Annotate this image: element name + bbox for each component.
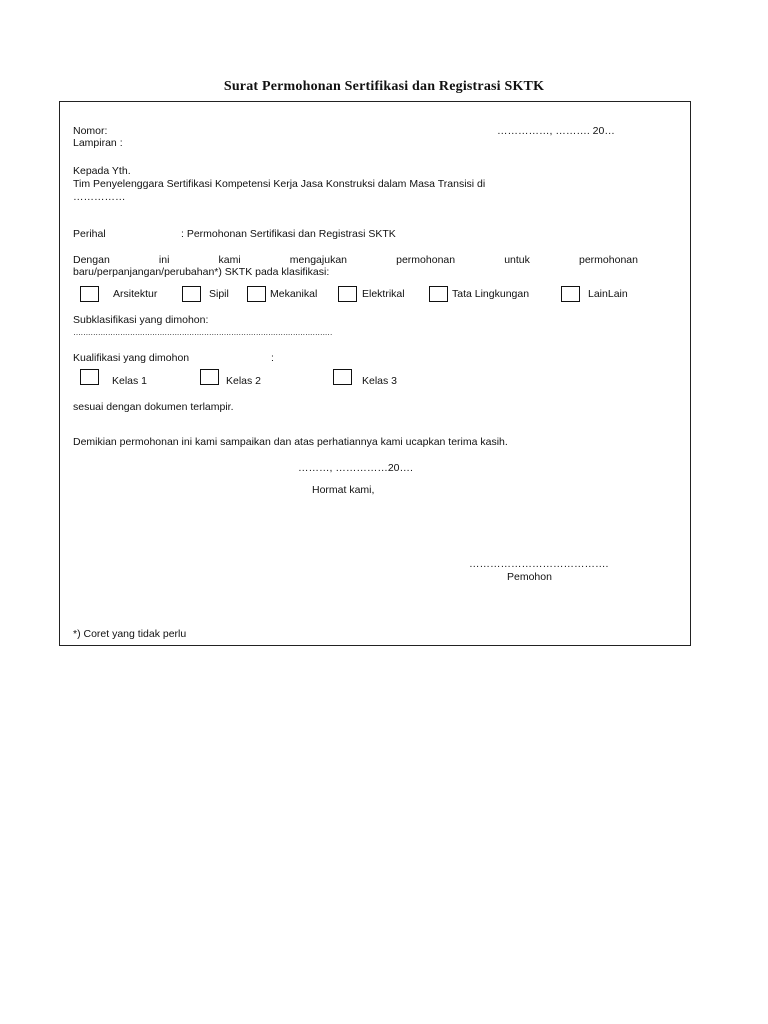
body-word: kami [218, 254, 241, 266]
salutation: Kepada Yth. [73, 165, 131, 177]
body-word: permohonan [396, 254, 456, 266]
body-word: Dengan [73, 254, 110, 266]
label-kelas-2: Kelas 2 [226, 375, 262, 387]
recipient-name: Tim Penyelenggara Sertifikasi Kompetensi Kerja Jasa Konstruksi dalam Masa Transisi di [73, 178, 486, 190]
perihal-value: : Permohonan Sertifikasi dan Registrasi SKTK [181, 228, 396, 240]
checkbox-tata-lingkungan[interactable] [429, 286, 448, 302]
checkbox-arsitektur[interactable] [80, 286, 99, 302]
label-kelas-1: Kelas 1 [112, 375, 148, 387]
label-tata-lingkungan: Tata Lingkungan [452, 288, 530, 300]
sesuai-text: sesuai dengan dokumen terlampir. [73, 401, 234, 413]
body-word: ini [158, 254, 170, 266]
body-line-1 [73, 254, 638, 266]
label-mekanikal: Mekanikal [270, 288, 318, 300]
label-sipil: Sipil [209, 288, 229, 300]
nomor-label: Nomor: [73, 125, 108, 137]
checkbox-elektrikal[interactable] [338, 286, 357, 302]
closing-text: Demikian permohonan ini kami sampaikan dan atas perhatiannya kami ucapkan terima kasih. [73, 436, 508, 448]
kualifikasi-colon: : [271, 352, 274, 364]
checkbox-mekanikal[interactable] [247, 286, 266, 302]
signature-date: ………, ……………20…. [298, 462, 413, 474]
label-arsitektur: Arsitektur [113, 288, 158, 300]
checkbox-sipil[interactable] [182, 286, 201, 302]
checkbox-lain-lain[interactable] [561, 286, 580, 302]
label-elektrikal: Elektrikal [362, 288, 405, 300]
kualifikasi-label: Kualifikasi yang dimohon [73, 352, 190, 364]
label-kelas-3: Kelas 3 [362, 375, 398, 387]
signature-line: …………………………………. [469, 558, 609, 570]
document-title: Surat Permohonan Sertifikasi dan Registrasi SKTK [223, 79, 545, 94]
checkbox-kelas-3[interactable] [333, 369, 352, 385]
pemohon-label: Pemohon [507, 571, 552, 583]
body-line-2: baru/perpanjangan/perubahan*) SKTK pada klasifikasi: [73, 266, 330, 278]
recipient-location: …………… [73, 191, 126, 203]
hormat-kami: Hormat kami, [312, 484, 375, 496]
checkbox-kelas-2[interactable] [200, 369, 219, 385]
subklasifikasi-dots[interactable]: …………………………………………………………………………………………… [73, 328, 333, 337]
body-word: untuk [504, 254, 530, 266]
body-word: permohonan [579, 254, 638, 266]
subklasifikasi-label: Subklasifikasi yang dimohon: [73, 314, 209, 326]
date-placeholder: ……………, ………. 20… [497, 125, 615, 137]
perihal-label: Perihal [73, 228, 106, 240]
body-word: mengajukan [289, 254, 348, 266]
lampiran-label: Lampiran : [73, 137, 123, 149]
footnote: *) Coret yang tidak perlu [73, 628, 187, 640]
checkbox-kelas-1[interactable] [80, 369, 99, 385]
label-lain-lain: LainLain [588, 288, 628, 300]
